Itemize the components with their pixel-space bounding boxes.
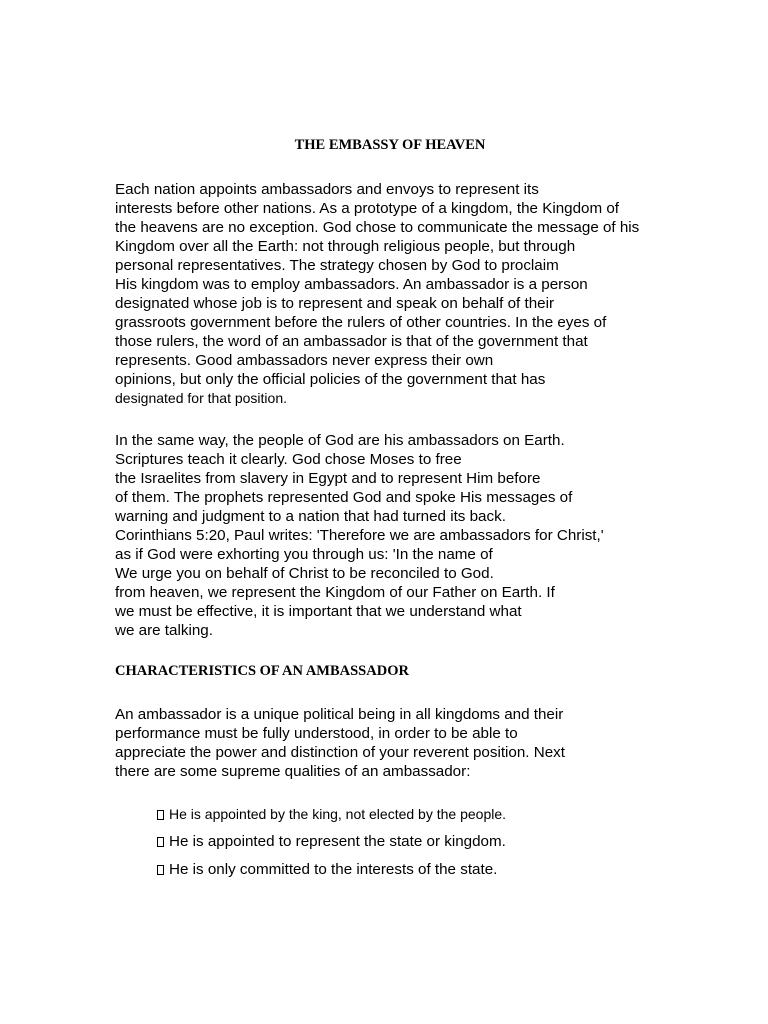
text-line: appreciate the power and distinction of your reverent position. Next — [115, 744, 565, 761]
text-line: Each nation appoints ambassadors and envoys to represent its — [115, 181, 539, 198]
text-line: as if God were exhorting you through us: 'In the name of — [115, 546, 493, 563]
paragraph-embassy-intro — [115, 180, 639, 408]
list-item — [157, 831, 506, 859]
text-line: His kingdom was to employ ambassadors. An ambassador is a person — [115, 276, 588, 293]
text-line: performance must be fully understood, in order to be able to — [115, 725, 518, 742]
paragraph-characteristics — [115, 705, 565, 781]
text-line: We urge you on behalf of Christ to be reconciled to God. — [115, 565, 494, 582]
text-line: we are talking. — [115, 622, 213, 639]
text-line: grassroots government before the rulers of other countries. In the eyes of — [115, 314, 607, 331]
bullet-box-icon — [157, 865, 164, 875]
list-item — [157, 859, 506, 887]
list-item — [157, 803, 506, 831]
list-item-text: He is appointed to represent the state or kingdom. — [169, 833, 506, 850]
text-line: Scriptures teach it clearly. God chose Moses to free — [115, 451, 462, 468]
list-item-text: He is only committed to the interests of the state. — [169, 861, 498, 878]
text-line: represents. Good ambassadors never express their own — [115, 352, 494, 369]
list-item-text: He is appointed by the king, not elected by the people. — [169, 806, 507, 822]
text-line: interests before other nations. As a prototype of a kingdom, the Kingdom of — [115, 200, 620, 217]
text-line: there are some supreme qualities of an ambassador: — [115, 763, 471, 780]
text-line: Kingdom over all the Earth: not through religious people, but through — [115, 238, 576, 255]
text-line: the Israelites from slavery in Egypt and to represent Him before — [115, 470, 541, 487]
text-line: designated for that position. — [115, 390, 288, 406]
section-heading: CHARACTERISTICS OF AN AMBASSADOR — [115, 663, 409, 679]
paragraph-people-of-god — [115, 431, 604, 640]
text-line: Corinthians 5:20, Paul writes: 'Therefore we are ambassadors for Christ,' — [115, 527, 604, 544]
text-line: of them. The prophets represented God and spoke His messages of — [115, 489, 573, 506]
text-line: we must be effective, it is important that we understand what — [115, 603, 522, 620]
text-line: An ambassador is a unique political being in all kingdoms and their — [115, 706, 564, 723]
text-line: In the same way, the people of God are his ambassadors on Earth. — [115, 432, 565, 449]
text-line: the heavens are no exception. God chose to communicate the message of his — [115, 219, 640, 236]
text-line: opinions, but only the official policies of the government that has — [115, 371, 546, 388]
bullet-box-icon — [157, 810, 164, 820]
qualities-list — [157, 803, 506, 887]
bullet-box-icon — [157, 837, 164, 847]
text-line: designated whose job is to represent and speak on behalf of their — [115, 295, 555, 312]
text-line: those rulers, the word of an ambassador is that of the government that — [115, 333, 588, 350]
text-line: warning and judgment to a nation that had turned its back. — [115, 508, 506, 525]
text-line: from heaven, we represent the Kingdom of our Father on Earth. If — [115, 584, 555, 601]
document-title: THE EMBASSY OF HEAVEN — [294, 137, 486, 153]
text-line: personal representatives. The strategy chosen by God to proclaim — [115, 257, 559, 274]
